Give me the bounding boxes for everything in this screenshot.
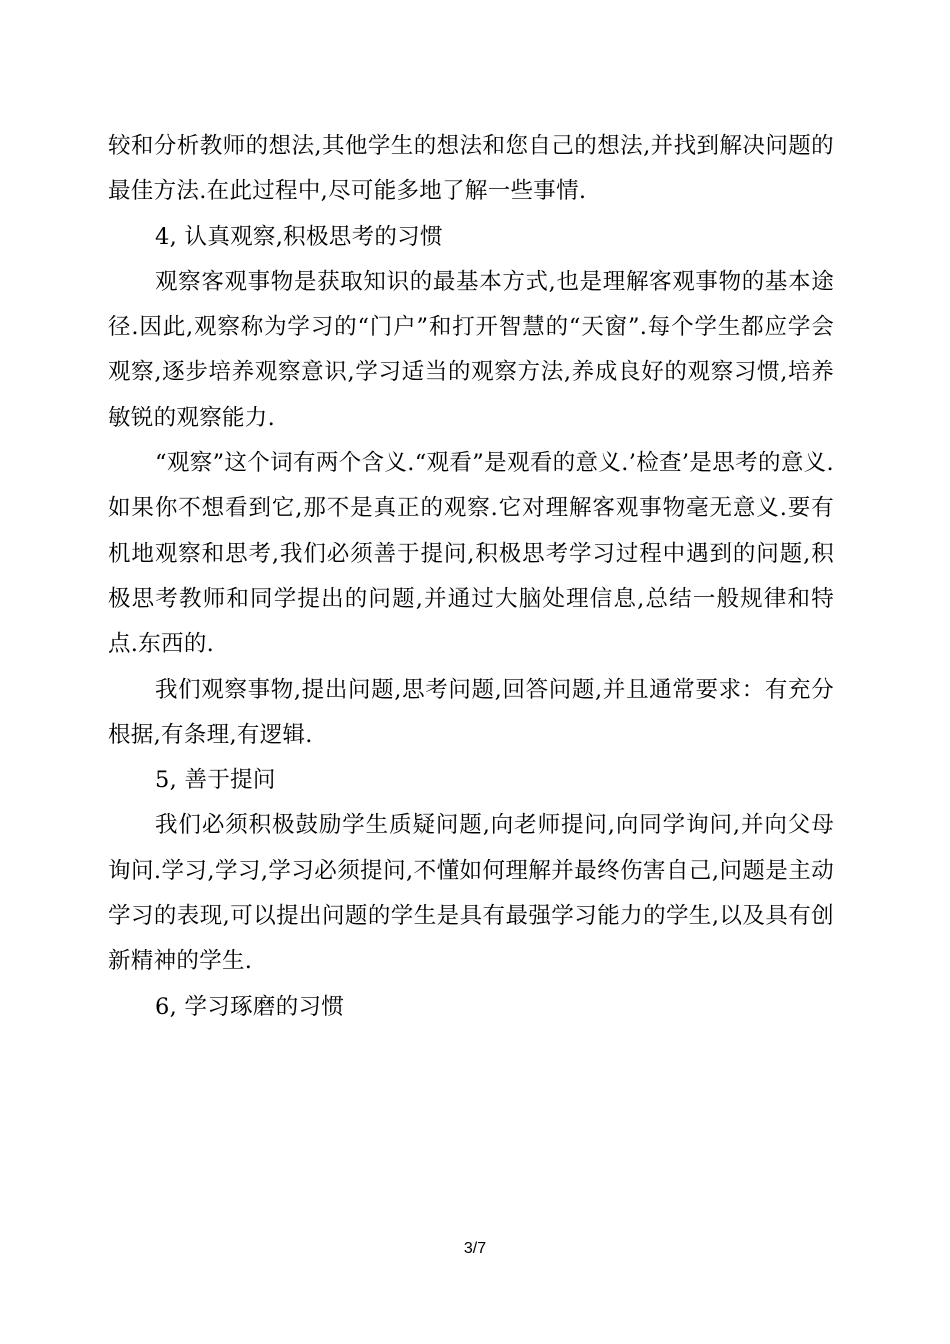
section-heading-pondering: 6, 学习琢磨的习惯 — [155, 993, 345, 1020]
section-heading-observation: 4, 认真观察,积极思考的习惯 — [155, 223, 443, 250]
paragraph-observation-meaning: “观察”这个词有两个含义.“观看”是观看的意义.’检查’是思考的意义.如果你不想看到它,那不是真正的观察.它对理解客观事物毫无意义.要有机地观察和思考,我们必须善于提问,积极思考学习过程中遇到的问题,积极思考教师和同学提出的问题,并通过大脑处理信息,总结一般规律和特点.东西的. — [108, 450, 834, 658]
paragraph-continuation: 较和分析教师的想法,其他学生的想法和您自己的想法,并找到解决问题的最佳方法.在此过程中,尽可能多地了解一些事情. — [108, 133, 834, 205]
page-number: 3/7 — [463, 1240, 487, 1257]
paragraph-observation-intro: 观察客观事物是获取知识的最基本方式,也是理解客观事物的基本途径.因此,观察称为学习的“门户”和打开智慧的“天窗”.每个学生都应学会观察,逐步培养观察意识,学习适当的观察方法,养成良好的观察习惯,培养敏锐的观察能力. — [108, 268, 834, 431]
section-heading-questioning: 5, 善于提问 — [155, 767, 276, 794]
document-body — [108, 124, 834, 1030]
paragraph-observation-requirements: 我们观察事物,提出问题,思考问题,回答问题,并且通常要求：有充分根据,有条理,有逻辑. — [108, 676, 834, 748]
paragraph-questioning: 我们必须积极鼓励学生质疑问题,向老师提问,向同学询问,并向父母询问.学习,学习,学习必须提问,不懂如何理解并最终伤害自己,问题是主动学习的表现,可以提出问题的学生是具有最强学习能力的学生,以及具有创新精神的学生. — [108, 812, 834, 975]
